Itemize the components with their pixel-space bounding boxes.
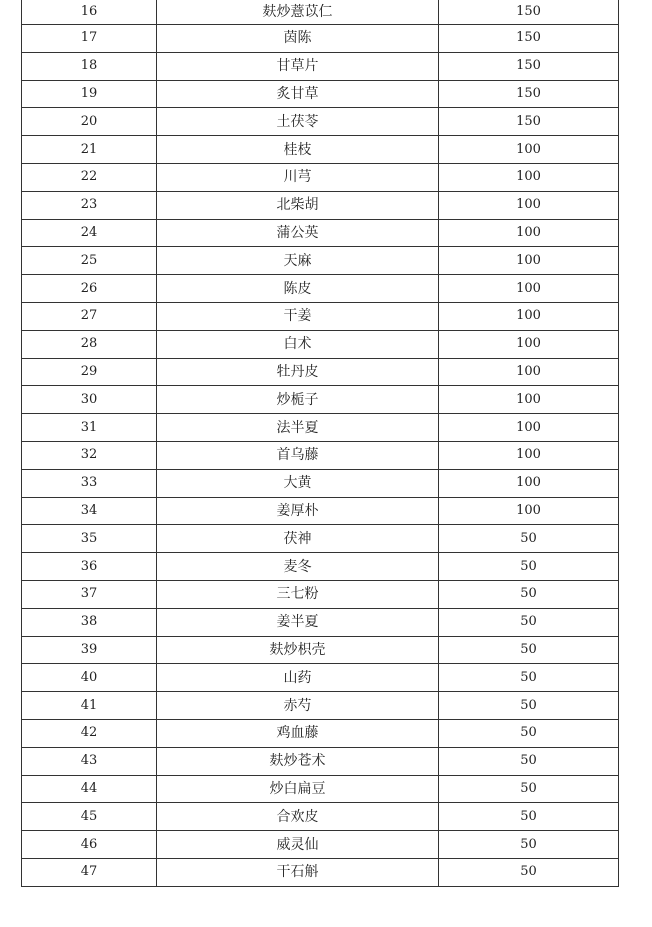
quantity-cell: 50 xyxy=(439,719,619,747)
row-number-cell: 44 xyxy=(22,775,157,803)
herb-name-cell: 桂枝 xyxy=(157,136,439,164)
quantity-cell: 100 xyxy=(439,163,619,191)
row-number-cell: 21 xyxy=(22,136,157,164)
row-number-cell: 34 xyxy=(22,497,157,525)
row-number-cell: 40 xyxy=(22,664,157,692)
row-number-cell: 25 xyxy=(22,247,157,275)
quantity-cell: 100 xyxy=(439,136,619,164)
row-number-cell: 27 xyxy=(22,302,157,330)
quantity-cell: 150 xyxy=(439,25,619,53)
row-number-cell: 47 xyxy=(22,858,157,886)
row-number-cell: 31 xyxy=(22,414,157,442)
herb-quantity-table xyxy=(21,0,619,887)
table-row xyxy=(22,275,619,303)
table-row xyxy=(22,692,619,720)
herb-name-cell: 川芎 xyxy=(157,163,439,191)
table-row xyxy=(22,441,619,469)
table-row xyxy=(22,525,619,553)
herb-name-cell: 牡丹皮 xyxy=(157,358,439,386)
quantity-cell: 50 xyxy=(439,553,619,581)
herb-name-cell: 合欢皮 xyxy=(157,803,439,831)
herb-name-cell: 土茯苓 xyxy=(157,108,439,136)
table-row xyxy=(22,108,619,136)
quantity-cell: 100 xyxy=(439,219,619,247)
herb-name-cell: 鸡血藤 xyxy=(157,719,439,747)
herb-name-cell: 法半夏 xyxy=(157,414,439,442)
table-row xyxy=(22,25,619,53)
table-row xyxy=(22,858,619,886)
table-row xyxy=(22,719,619,747)
herb-name-cell: 北柴胡 xyxy=(157,191,439,219)
quantity-cell: 100 xyxy=(439,469,619,497)
row-number-cell: 23 xyxy=(22,191,157,219)
herb-name-cell: 大黄 xyxy=(157,469,439,497)
quantity-cell: 50 xyxy=(439,858,619,886)
row-number-cell: 24 xyxy=(22,219,157,247)
herb-name-cell: 茯神 xyxy=(157,525,439,553)
herb-name-cell: 麸炒薏苡仁 xyxy=(157,0,439,25)
table-row xyxy=(22,664,619,692)
table-row xyxy=(22,219,619,247)
herb-name-cell: 蒲公英 xyxy=(157,219,439,247)
table-row xyxy=(22,386,619,414)
row-number-cell: 29 xyxy=(22,358,157,386)
quantity-cell: 50 xyxy=(439,831,619,859)
table-row xyxy=(22,0,619,25)
quantity-cell: 50 xyxy=(439,803,619,831)
quantity-cell: 100 xyxy=(439,191,619,219)
row-number-cell: 36 xyxy=(22,553,157,581)
row-number-cell: 43 xyxy=(22,747,157,775)
herb-name-cell: 三七粉 xyxy=(157,580,439,608)
row-number-cell: 28 xyxy=(22,330,157,358)
herb-name-cell: 麸炒苍术 xyxy=(157,747,439,775)
row-number-cell: 33 xyxy=(22,469,157,497)
herb-name-cell: 首乌藤 xyxy=(157,441,439,469)
table-row xyxy=(22,775,619,803)
table-row xyxy=(22,163,619,191)
row-number-cell: 45 xyxy=(22,803,157,831)
row-number-cell: 37 xyxy=(22,580,157,608)
herb-name-cell: 麸炒枳壳 xyxy=(157,636,439,664)
table-row xyxy=(22,553,619,581)
quantity-cell: 50 xyxy=(439,692,619,720)
quantity-cell: 100 xyxy=(439,386,619,414)
row-number-cell: 35 xyxy=(22,525,157,553)
quantity-cell: 50 xyxy=(439,664,619,692)
herb-name-cell: 炒栀子 xyxy=(157,386,439,414)
herb-name-cell: 陈皮 xyxy=(157,275,439,303)
quantity-cell: 100 xyxy=(439,414,619,442)
herb-name-cell: 山药 xyxy=(157,664,439,692)
table-row xyxy=(22,747,619,775)
row-number-cell: 42 xyxy=(22,719,157,747)
quantity-cell: 100 xyxy=(439,302,619,330)
table-row xyxy=(22,636,619,664)
quantity-cell: 150 xyxy=(439,80,619,108)
herb-name-cell: 茵陈 xyxy=(157,25,439,53)
row-number-cell: 16 xyxy=(22,0,157,25)
quantity-cell: 100 xyxy=(439,275,619,303)
herb-name-cell: 炙甘草 xyxy=(157,80,439,108)
table-row xyxy=(22,191,619,219)
quantity-cell: 50 xyxy=(439,608,619,636)
row-number-cell: 17 xyxy=(22,25,157,53)
herb-table-container xyxy=(21,0,618,887)
quantity-cell: 100 xyxy=(439,497,619,525)
table-row xyxy=(22,580,619,608)
herb-name-cell: 炒白扁豆 xyxy=(157,775,439,803)
row-number-cell: 22 xyxy=(22,163,157,191)
quantity-cell: 100 xyxy=(439,441,619,469)
row-number-cell: 41 xyxy=(22,692,157,720)
quantity-cell: 50 xyxy=(439,580,619,608)
herb-name-cell: 天麻 xyxy=(157,247,439,275)
herb-name-cell: 姜半夏 xyxy=(157,608,439,636)
herb-name-cell: 干石斛 xyxy=(157,858,439,886)
table-row xyxy=(22,358,619,386)
table-row xyxy=(22,831,619,859)
table-row xyxy=(22,80,619,108)
table-body xyxy=(22,0,619,886)
quantity-cell: 50 xyxy=(439,636,619,664)
table-row xyxy=(22,330,619,358)
row-number-cell: 26 xyxy=(22,275,157,303)
herb-name-cell: 干姜 xyxy=(157,302,439,330)
herb-name-cell: 甘草片 xyxy=(157,52,439,80)
quantity-cell: 50 xyxy=(439,747,619,775)
table-row xyxy=(22,608,619,636)
row-number-cell: 19 xyxy=(22,80,157,108)
table-row xyxy=(22,497,619,525)
quantity-cell: 150 xyxy=(439,108,619,136)
herb-name-cell: 赤芍 xyxy=(157,692,439,720)
table-row xyxy=(22,803,619,831)
table-row xyxy=(22,414,619,442)
row-number-cell: 20 xyxy=(22,108,157,136)
quantity-cell: 150 xyxy=(439,52,619,80)
table-row xyxy=(22,136,619,164)
quantity-cell: 50 xyxy=(439,775,619,803)
quantity-cell: 100 xyxy=(439,330,619,358)
table-row xyxy=(22,52,619,80)
herb-name-cell: 白术 xyxy=(157,330,439,358)
table-row xyxy=(22,469,619,497)
row-number-cell: 46 xyxy=(22,831,157,859)
herb-name-cell: 麦冬 xyxy=(157,553,439,581)
table-row xyxy=(22,247,619,275)
quantity-cell: 100 xyxy=(439,358,619,386)
quantity-cell: 150 xyxy=(439,0,619,25)
table-row xyxy=(22,302,619,330)
row-number-cell: 18 xyxy=(22,52,157,80)
herb-name-cell: 姜厚朴 xyxy=(157,497,439,525)
quantity-cell: 100 xyxy=(439,247,619,275)
row-number-cell: 30 xyxy=(22,386,157,414)
row-number-cell: 39 xyxy=(22,636,157,664)
row-number-cell: 38 xyxy=(22,608,157,636)
quantity-cell: 50 xyxy=(439,525,619,553)
row-number-cell: 32 xyxy=(22,441,157,469)
herb-name-cell: 威灵仙 xyxy=(157,831,439,859)
